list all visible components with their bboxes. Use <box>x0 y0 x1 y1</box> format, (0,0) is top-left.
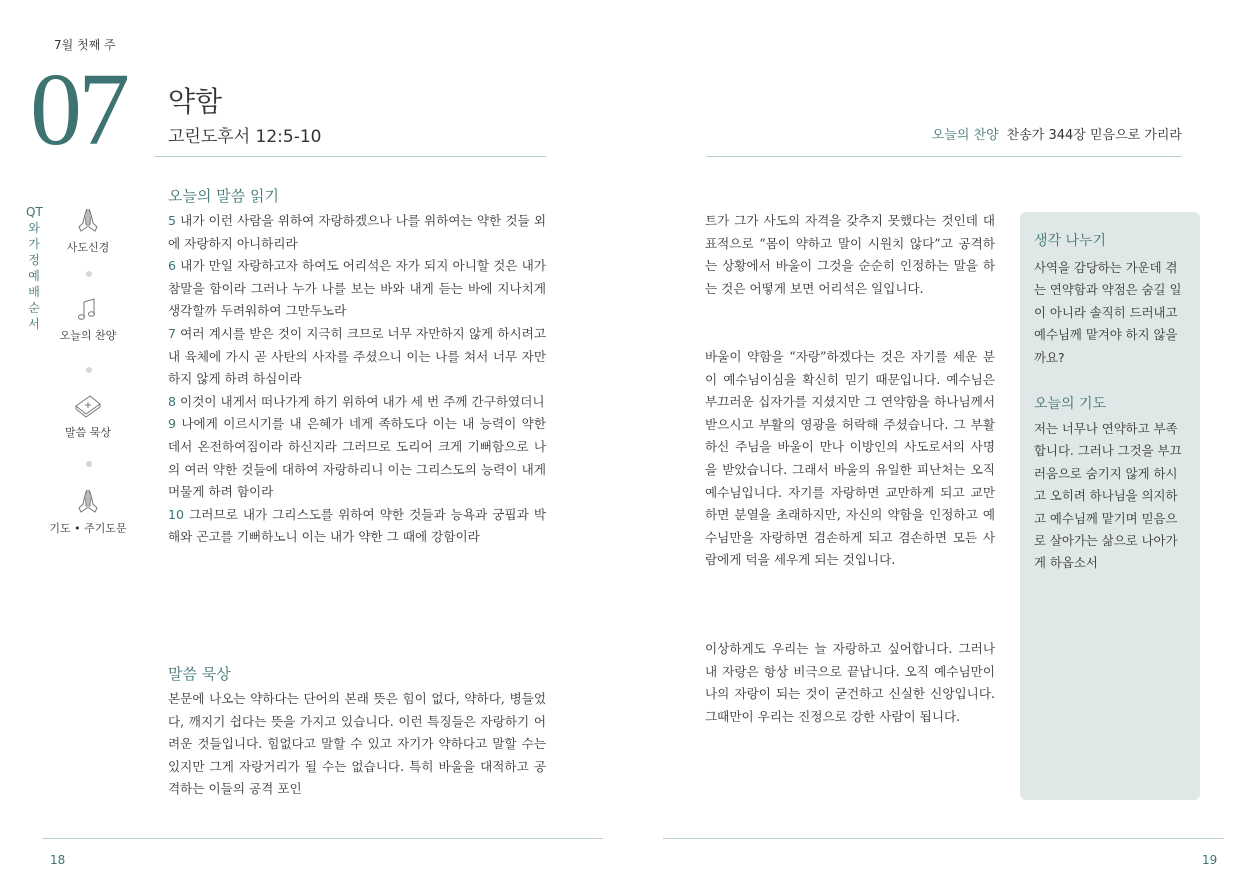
verse-text: 여러 계시를 받은 것이 지극히 크므로 너무 자만하지 않게 하시려고 내 육체에 가시 곧 사탄의 사자를 주셨으니 이는 나를 쳐서 너무 자만하지 않게 하려 하심이라 <box>168 325 546 387</box>
scripture-reference: 고린도후서 12:5-10 <box>168 127 322 147</box>
hymn-label: 오늘의 찬양 <box>931 128 999 143</box>
header-rule-right <box>706 156 1182 157</box>
page-number-left: 18 <box>50 853 66 867</box>
day-number: 07 <box>30 52 126 167</box>
step-label: 오늘의 찬양 <box>59 329 117 342</box>
verse-number: 5 <box>168 213 177 228</box>
bible-icon <box>72 392 104 420</box>
prayer-heading: 오늘의 기도 <box>1034 396 1107 412</box>
step-apostles-creed <box>38 205 138 255</box>
verse-number: 7 <box>168 325 177 341</box>
step-label: 기도 • 주기도문 <box>49 522 127 535</box>
week-label: 7월 첫째 주 <box>54 38 116 52</box>
hymn-info <box>932 124 1182 143</box>
praying-hands-icon <box>73 486 103 516</box>
step-divider-dot <box>86 367 92 373</box>
meditation-heading: 말씀 묵상 <box>168 665 231 683</box>
reading-heading: 오늘의 말씀 읽기 <box>168 187 279 205</box>
praying-hands-icon <box>73 205 103 235</box>
verse-text: 내가 만일 자랑하고자 하여도 어리석은 자가 되지 아니할 것은 내가 참말을 함이라 그러나 누가 나를 보는 바와 내게 듣는 바에 지나치게 생각할까 두려워하여 그만두노라 <box>168 258 546 319</box>
step-meditation <box>38 392 138 440</box>
footer-rule-left <box>42 838 603 839</box>
verse-text: 그러므로 내가 그리스도를 위하여 약한 것들과 능욕과 궁핍과 박해와 곤고를 기뻐하노니 이는 내가 약한 그 때에 강함이라 <box>168 506 546 545</box>
verse-number: 9 <box>168 416 177 432</box>
prayer-text: 저는 너무나 연약하고 부족합니다. 그러나 그것을 부끄러움으로 숨기지 않게 하시고 오히려 하나님을 의지하고 예수님께 맡기며 믿음으로 살아가는 삶으로 나아가게 하옵소서 <box>1034 421 1182 571</box>
header-rule-left <box>154 156 546 157</box>
verse-text: 나에게 이르시기를 내 은혜가 네게 족하도다 이는 내 능력이 약한 데서 온전하여짐이라 하신지라 그러므로 도리어 크게 기뻐함으로 나의 여러 약한 것들에 대하여 자랑하리니 이는 그리스도의 능력이 내게 머물게 하려 함이라 <box>168 416 546 500</box>
page-title: 약함 <box>168 85 223 118</box>
step-hymn <box>38 297 138 343</box>
reading-text <box>168 210 546 549</box>
meditation-paragraph-1: 본문에 나오는 약하다는 단어의 본래 뜻은 힘이 없다, 약하다, 병들었다, 깨지기 쉽다는 뜻을 가지고 있습니다. 이런 특징들은 자랑하기 어려운 것들입니다. 힘없다고 말할 수 있고 자기가 약하다고 말할 수는 있지만 그게 자랑거리가 될 수는 없습니다. 특히 바울을 대적하고 공격하는 이들의 공격 포인 <box>168 691 546 797</box>
step-label: 말씀 묵상 <box>64 426 111 439</box>
step-prayer <box>38 486 138 536</box>
verse-number: 6 <box>168 258 177 274</box>
verse-text: 이것이 내게서 떠나가게 하기 위하여 내가 세 번 주께 간구하였더니 <box>180 393 545 409</box>
meditation-paragraph-3: 바울이 약함을 “자랑”하겠다는 것은 자기를 세운 분이 예수님이심을 확신히 믿기 때문입니다. 예수님은 부끄러운 십자가를 지셨지만 그 연약함을 하나님께서 받으시고 부활의 영광을 허락해 주셨습니다. 그 부활하신 주님을 바울이 만나 이방인의 사도로서의 사명을 받았습니다. 그래서 바울의 유일한 피난처는 오직 예수님입니다. 자기를 자랑하면 교만하게 되고 교만하면 분열을 초래하지만, 자신의 약함을 인정하고 예수님만을 자랑하면 겸손하게 되고 겸손하면 모든 사람에게 덕을 세우게 되는 것입니다. <box>705 349 995 568</box>
step-divider-dot <box>86 461 92 467</box>
verse-number: 8 <box>168 393 177 409</box>
verse-text: 내가 이런 사람을 위하여 자랑하겠으나 나를 위하여는 약한 것들 외에 자랑하지 아니하리라 <box>168 213 546 251</box>
meditation-paragraph-4: 이상하게도 우리는 늘 자랑하고 싶어합니다. 그러나 내 자랑은 항상 비극으로 끝납니다. 오직 예수님만이 나의 자랑이 되는 것이 굳건하고 신실한 신앙입니다. 그때만이 우리는 진정으로 강한 사람이 됩니다. <box>705 641 995 724</box>
verse-number: 10 <box>168 506 185 522</box>
share-heading: 생각 나누기 <box>1034 233 1107 249</box>
hymn-value: 찬송가 344장 믿음으로 가리라 <box>1006 128 1182 143</box>
step-label: 사도신경 <box>66 241 110 254</box>
step-divider-dot <box>86 271 92 277</box>
music-note-icon <box>73 297 103 323</box>
footer-rule-right <box>663 838 1224 839</box>
meditation-paragraph-2: 트가 그가 사도의 자격을 갖추지 못했다는 것인데 대표적으로 “몸이 약하고 말이 시원치 않다”고 공격하는 상황에서 바울이 그것을 순순히 인정하는 말을 하는 것은 어떻게 보면 어리석은 일입니다. <box>705 213 995 296</box>
share-text: 사역을 감당하는 가운데 겪는 연약함과 약점은 숨길 일이 아니라 솔직히 드러내고 예수님께 맡겨야 하지 않을까요? <box>1034 260 1182 365</box>
page-number-right: 19 <box>1202 853 1218 867</box>
vertical-order-label: QT와 가정예배 순서 <box>26 205 43 331</box>
